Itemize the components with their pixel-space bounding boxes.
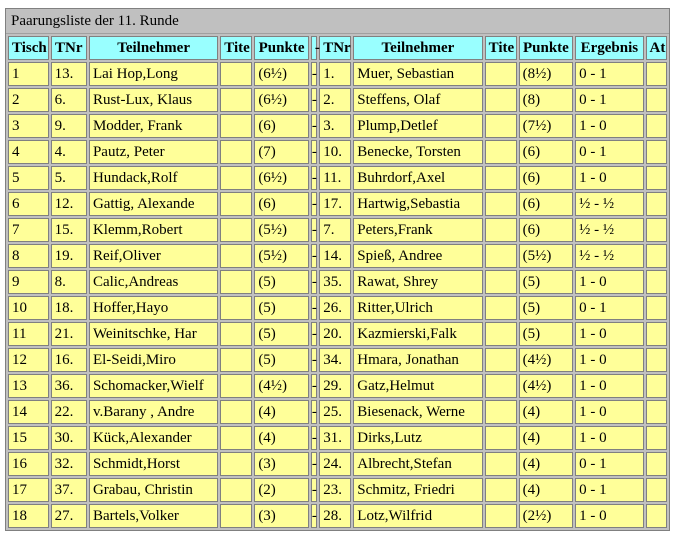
white-tnr-cell: 37. bbox=[51, 478, 87, 502]
board-number-cell: 10 bbox=[8, 296, 49, 320]
header-col-separator: - bbox=[311, 36, 317, 60]
table-row bbox=[8, 192, 667, 216]
black-points-cell: (4) bbox=[519, 400, 574, 424]
header-col-result: Ergebnis bbox=[575, 36, 643, 60]
separator-cell: - bbox=[311, 478, 317, 502]
at-cell bbox=[646, 88, 667, 112]
black-tnr-cell: 35. bbox=[319, 270, 351, 294]
white-title-cell bbox=[220, 270, 252, 294]
white-title-cell bbox=[220, 114, 252, 138]
separator-cell: - bbox=[311, 400, 317, 424]
black-title-cell bbox=[485, 296, 517, 320]
table-row bbox=[8, 400, 667, 424]
white-player-cell: Weinitschke, Har bbox=[89, 322, 218, 346]
result-cell: 1 - 0 bbox=[575, 426, 643, 450]
black-player-cell: Spieß, Andree bbox=[353, 244, 482, 268]
white-points-cell: (5) bbox=[254, 296, 309, 320]
white-points-cell: (4½) bbox=[254, 374, 309, 398]
black-title-cell bbox=[485, 218, 517, 242]
white-title-cell bbox=[220, 348, 252, 372]
table-row bbox=[8, 426, 667, 450]
table-row bbox=[8, 88, 667, 112]
black-tnr-cell: 1. bbox=[319, 62, 351, 86]
black-title-cell bbox=[485, 88, 517, 112]
table-body bbox=[8, 62, 667, 528]
separator-cell: - bbox=[311, 140, 317, 164]
black-player-cell: Lotz,Wilfrid bbox=[353, 504, 482, 528]
black-tnr-cell: 25. bbox=[319, 400, 351, 424]
board-number-cell: 1 bbox=[8, 62, 49, 86]
white-tnr-cell: 12. bbox=[51, 192, 87, 216]
white-tnr-cell: 21. bbox=[51, 322, 87, 346]
separator-cell: - bbox=[311, 348, 317, 372]
pairings-table bbox=[6, 34, 669, 530]
black-title-cell bbox=[485, 140, 517, 164]
table-row bbox=[8, 504, 667, 528]
black-tnr-cell: 11. bbox=[319, 166, 351, 190]
black-title-cell bbox=[485, 426, 517, 450]
separator-cell: - bbox=[311, 244, 317, 268]
white-player-cell: Pautz, Peter bbox=[89, 140, 218, 164]
black-tnr-cell: 7. bbox=[319, 218, 351, 242]
white-title-cell bbox=[220, 504, 252, 528]
black-points-cell: (8) bbox=[519, 88, 574, 112]
separator-cell: - bbox=[311, 452, 317, 476]
at-cell bbox=[646, 140, 667, 164]
white-points-cell: (5½) bbox=[254, 244, 309, 268]
board-number-cell: 4 bbox=[8, 140, 49, 164]
header-col-player-black: Teilnehmer bbox=[353, 36, 482, 60]
board-number-cell: 8 bbox=[8, 244, 49, 268]
white-player-cell: Grabau, Christin bbox=[89, 478, 218, 502]
header-col-title-white: Tite bbox=[220, 36, 252, 60]
white-points-cell: (5) bbox=[254, 348, 309, 372]
white-tnr-cell: 9. bbox=[51, 114, 87, 138]
black-player-cell: Muer, Sebastian bbox=[353, 62, 482, 86]
black-title-cell bbox=[485, 400, 517, 424]
white-title-cell bbox=[220, 244, 252, 268]
at-cell bbox=[646, 296, 667, 320]
black-player-cell: Benecke, Torsten bbox=[353, 140, 482, 164]
white-title-cell bbox=[220, 166, 252, 190]
black-title-cell bbox=[485, 270, 517, 294]
black-title-cell bbox=[485, 192, 517, 216]
result-cell: 0 - 1 bbox=[575, 88, 643, 112]
separator-cell: - bbox=[311, 374, 317, 398]
white-points-cell: (5) bbox=[254, 270, 309, 294]
black-player-cell: Rawat, Shrey bbox=[353, 270, 482, 294]
black-points-cell: (4½) bbox=[519, 374, 574, 398]
result-cell: 1 - 0 bbox=[575, 348, 643, 372]
white-player-cell: Hoffer,Hayo bbox=[89, 296, 218, 320]
white-title-cell bbox=[220, 140, 252, 164]
header-col-title-black: Tite bbox=[485, 36, 517, 60]
white-points-cell: (5½) bbox=[254, 218, 309, 242]
white-player-cell: El-Seidi,Miro bbox=[89, 348, 218, 372]
white-tnr-cell: 18. bbox=[51, 296, 87, 320]
table-row bbox=[8, 218, 667, 242]
black-player-cell: Ritter,Ulrich bbox=[353, 296, 482, 320]
header-col-points-black: Punkte bbox=[519, 36, 574, 60]
table-row bbox=[8, 322, 667, 346]
white-player-cell: Reif,Oliver bbox=[89, 244, 218, 268]
table-row bbox=[8, 166, 667, 190]
black-title-cell bbox=[485, 244, 517, 268]
separator-cell: - bbox=[311, 88, 317, 112]
black-title-cell bbox=[485, 504, 517, 528]
table-row bbox=[8, 348, 667, 372]
black-player-cell: Gatz,Helmut bbox=[353, 374, 482, 398]
white-player-cell: Gattig, Alexande bbox=[89, 192, 218, 216]
header-col-tisch: Tisch bbox=[8, 36, 49, 60]
black-tnr-cell: 24. bbox=[319, 452, 351, 476]
table-row bbox=[8, 296, 667, 320]
table-row bbox=[8, 114, 667, 138]
white-points-cell: (3) bbox=[254, 452, 309, 476]
at-cell bbox=[646, 504, 667, 528]
white-player-cell: Schomacker,Wielf bbox=[89, 374, 218, 398]
at-cell bbox=[646, 322, 667, 346]
white-player-cell: Rust-Lux, Klaus bbox=[89, 88, 218, 112]
table-row bbox=[8, 140, 667, 164]
white-tnr-cell: 22. bbox=[51, 400, 87, 424]
white-title-cell bbox=[220, 426, 252, 450]
black-player-cell: Hartwig,Sebastia bbox=[353, 192, 482, 216]
white-points-cell: (6½) bbox=[254, 62, 309, 86]
black-points-cell: (4½) bbox=[519, 348, 574, 372]
separator-cell: - bbox=[311, 296, 317, 320]
white-title-cell bbox=[220, 88, 252, 112]
white-player-cell: Modder, Frank bbox=[89, 114, 218, 138]
at-cell bbox=[646, 166, 667, 190]
result-cell: 1 - 0 bbox=[575, 322, 643, 346]
black-tnr-cell: 14. bbox=[319, 244, 351, 268]
table-row bbox=[8, 270, 667, 294]
black-title-cell bbox=[485, 322, 517, 346]
black-player-cell: Steffens, Olaf bbox=[353, 88, 482, 112]
white-tnr-cell: 16. bbox=[51, 348, 87, 372]
at-cell bbox=[646, 192, 667, 216]
result-cell: 1 - 0 bbox=[575, 114, 643, 138]
white-tnr-cell: 30. bbox=[51, 426, 87, 450]
board-number-cell: 12 bbox=[8, 348, 49, 372]
result-cell: 1 - 0 bbox=[575, 400, 643, 424]
black-points-cell: (2½) bbox=[519, 504, 574, 528]
black-tnr-cell: 10. bbox=[319, 140, 351, 164]
at-cell bbox=[646, 244, 667, 268]
white-tnr-cell: 36. bbox=[51, 374, 87, 398]
white-points-cell: (4) bbox=[254, 426, 309, 450]
result-cell: ½ - ½ bbox=[575, 244, 643, 268]
black-tnr-cell: 23. bbox=[319, 478, 351, 502]
white-player-cell: Schmidt,Horst bbox=[89, 452, 218, 476]
board-number-cell: 13 bbox=[8, 374, 49, 398]
at-cell bbox=[646, 114, 667, 138]
white-tnr-cell: 8. bbox=[51, 270, 87, 294]
table-row bbox=[8, 452, 667, 476]
white-player-cell: Lai Hop,Long bbox=[89, 62, 218, 86]
board-number-cell: 7 bbox=[8, 218, 49, 242]
black-title-cell bbox=[485, 374, 517, 398]
result-cell: 0 - 1 bbox=[575, 140, 643, 164]
black-points-cell: (5½) bbox=[519, 244, 574, 268]
at-cell bbox=[646, 270, 667, 294]
black-tnr-cell: 29. bbox=[319, 374, 351, 398]
white-points-cell: (7) bbox=[254, 140, 309, 164]
white-points-cell: (5) bbox=[254, 322, 309, 346]
black-points-cell: (4) bbox=[519, 452, 574, 476]
black-player-cell: Dirks,Lutz bbox=[353, 426, 482, 450]
white-title-cell bbox=[220, 478, 252, 502]
header-col-tnr-black: TNr bbox=[319, 36, 351, 60]
table-row bbox=[8, 244, 667, 268]
white-title-cell bbox=[220, 452, 252, 476]
black-title-cell bbox=[485, 348, 517, 372]
separator-cell: - bbox=[311, 270, 317, 294]
black-points-cell: (6) bbox=[519, 192, 574, 216]
result-cell: ½ - ½ bbox=[575, 192, 643, 216]
black-tnr-cell: 34. bbox=[319, 348, 351, 372]
header-col-points-white: Punkte bbox=[254, 36, 309, 60]
white-tnr-cell: 19. bbox=[51, 244, 87, 268]
black-points-cell: (5) bbox=[519, 322, 574, 346]
board-number-cell: 15 bbox=[8, 426, 49, 450]
white-title-cell bbox=[220, 374, 252, 398]
header-col-at: At bbox=[646, 36, 667, 60]
black-points-cell: (6) bbox=[519, 140, 574, 164]
black-title-cell bbox=[485, 452, 517, 476]
header-col-player-white: Teilnehmer bbox=[89, 36, 218, 60]
board-number-cell: 11 bbox=[8, 322, 49, 346]
white-tnr-cell: 15. bbox=[51, 218, 87, 242]
black-points-cell: (4) bbox=[519, 478, 574, 502]
white-player-cell: Kück,Alexander bbox=[89, 426, 218, 450]
white-points-cell: (3) bbox=[254, 504, 309, 528]
separator-cell: - bbox=[311, 192, 317, 216]
white-tnr-cell: 13. bbox=[51, 62, 87, 86]
result-cell: 1 - 0 bbox=[575, 166, 643, 190]
white-points-cell: (2) bbox=[254, 478, 309, 502]
black-title-cell bbox=[485, 478, 517, 502]
header-col-tnr-white: TNr bbox=[51, 36, 87, 60]
at-cell bbox=[646, 400, 667, 424]
table-header-row bbox=[8, 36, 667, 60]
white-title-cell bbox=[220, 62, 252, 86]
at-cell bbox=[646, 218, 667, 242]
at-cell bbox=[646, 452, 667, 476]
black-player-cell: Buhrdorf,Axel bbox=[353, 166, 482, 190]
result-cell: 1 - 0 bbox=[575, 374, 643, 398]
black-player-cell: Schmitz, Friedri bbox=[353, 478, 482, 502]
black-points-cell: (6) bbox=[519, 166, 574, 190]
black-points-cell: (8½) bbox=[519, 62, 574, 86]
table-row bbox=[8, 374, 667, 398]
board-number-cell: 17 bbox=[8, 478, 49, 502]
separator-cell: - bbox=[311, 166, 317, 190]
white-points-cell: (6) bbox=[254, 192, 309, 216]
white-tnr-cell: 5. bbox=[51, 166, 87, 190]
white-player-cell: Calic,Andreas bbox=[89, 270, 218, 294]
at-cell bbox=[646, 478, 667, 502]
white-title-cell bbox=[220, 192, 252, 216]
board-number-cell: 6 bbox=[8, 192, 49, 216]
white-title-cell bbox=[220, 218, 252, 242]
white-player-cell: Hundack,Rolf bbox=[89, 166, 218, 190]
at-cell bbox=[646, 374, 667, 398]
separator-cell: - bbox=[311, 504, 317, 528]
white-points-cell: (6½) bbox=[254, 88, 309, 112]
black-points-cell: (7½) bbox=[519, 114, 574, 138]
black-tnr-cell: 2. bbox=[319, 88, 351, 112]
result-cell: 0 - 1 bbox=[575, 62, 643, 86]
separator-cell: - bbox=[311, 114, 317, 138]
black-title-cell bbox=[485, 114, 517, 138]
table-row bbox=[8, 62, 667, 86]
white-player-cell: v.Barany , Andre bbox=[89, 400, 218, 424]
white-player-cell: Bartels,Volker bbox=[89, 504, 218, 528]
black-points-cell: (5) bbox=[519, 296, 574, 320]
black-tnr-cell: 31. bbox=[319, 426, 351, 450]
table-row bbox=[8, 478, 667, 502]
board-number-cell: 2 bbox=[8, 88, 49, 112]
black-tnr-cell: 20. bbox=[319, 322, 351, 346]
result-cell: 0 - 1 bbox=[575, 296, 643, 320]
black-title-cell bbox=[485, 166, 517, 190]
board-number-cell: 14 bbox=[8, 400, 49, 424]
separator-cell: - bbox=[311, 322, 317, 346]
white-tnr-cell: 27. bbox=[51, 504, 87, 528]
at-cell bbox=[646, 426, 667, 450]
white-title-cell bbox=[220, 400, 252, 424]
separator-cell: - bbox=[311, 218, 317, 242]
black-player-cell: Peters,Frank bbox=[353, 218, 482, 242]
black-points-cell: (5) bbox=[519, 270, 574, 294]
white-title-cell bbox=[220, 296, 252, 320]
at-cell bbox=[646, 62, 667, 86]
result-cell: 1 - 0 bbox=[575, 270, 643, 294]
white-points-cell: (4) bbox=[254, 400, 309, 424]
board-number-cell: 16 bbox=[8, 452, 49, 476]
pairings-panel bbox=[5, 8, 670, 531]
result-cell: 0 - 1 bbox=[575, 478, 643, 502]
black-tnr-cell: 28. bbox=[319, 504, 351, 528]
black-player-cell: Albrecht,Stefan bbox=[353, 452, 482, 476]
page-title: Paarungsliste der 11. Runde bbox=[6, 9, 669, 34]
white-tnr-cell: 6. bbox=[51, 88, 87, 112]
separator-cell: - bbox=[311, 62, 317, 86]
result-cell: ½ - ½ bbox=[575, 218, 643, 242]
white-player-cell: Klemm,Robert bbox=[89, 218, 218, 242]
separator-cell: - bbox=[311, 426, 317, 450]
at-cell bbox=[646, 348, 667, 372]
result-cell: 0 - 1 bbox=[575, 452, 643, 476]
board-number-cell: 9 bbox=[8, 270, 49, 294]
board-number-cell: 18 bbox=[8, 504, 49, 528]
black-player-cell: Biesenack, Werne bbox=[353, 400, 482, 424]
black-tnr-cell: 3. bbox=[319, 114, 351, 138]
black-tnr-cell: 17. bbox=[319, 192, 351, 216]
white-title-cell bbox=[220, 322, 252, 346]
black-tnr-cell: 26. bbox=[319, 296, 351, 320]
white-tnr-cell: 32. bbox=[51, 452, 87, 476]
result-cell: 1 - 0 bbox=[575, 504, 643, 528]
board-number-cell: 5 bbox=[8, 166, 49, 190]
black-player-cell: Plump,Detlef bbox=[353, 114, 482, 138]
black-points-cell: (6) bbox=[519, 218, 574, 242]
black-player-cell: Kazmierski,Falk bbox=[353, 322, 482, 346]
white-points-cell: (6) bbox=[254, 114, 309, 138]
white-points-cell: (6½) bbox=[254, 166, 309, 190]
black-player-cell: Hmara, Jonathan bbox=[353, 348, 482, 372]
board-number-cell: 3 bbox=[8, 114, 49, 138]
white-tnr-cell: 4. bbox=[51, 140, 87, 164]
black-title-cell bbox=[485, 62, 517, 86]
black-points-cell: (4) bbox=[519, 426, 574, 450]
